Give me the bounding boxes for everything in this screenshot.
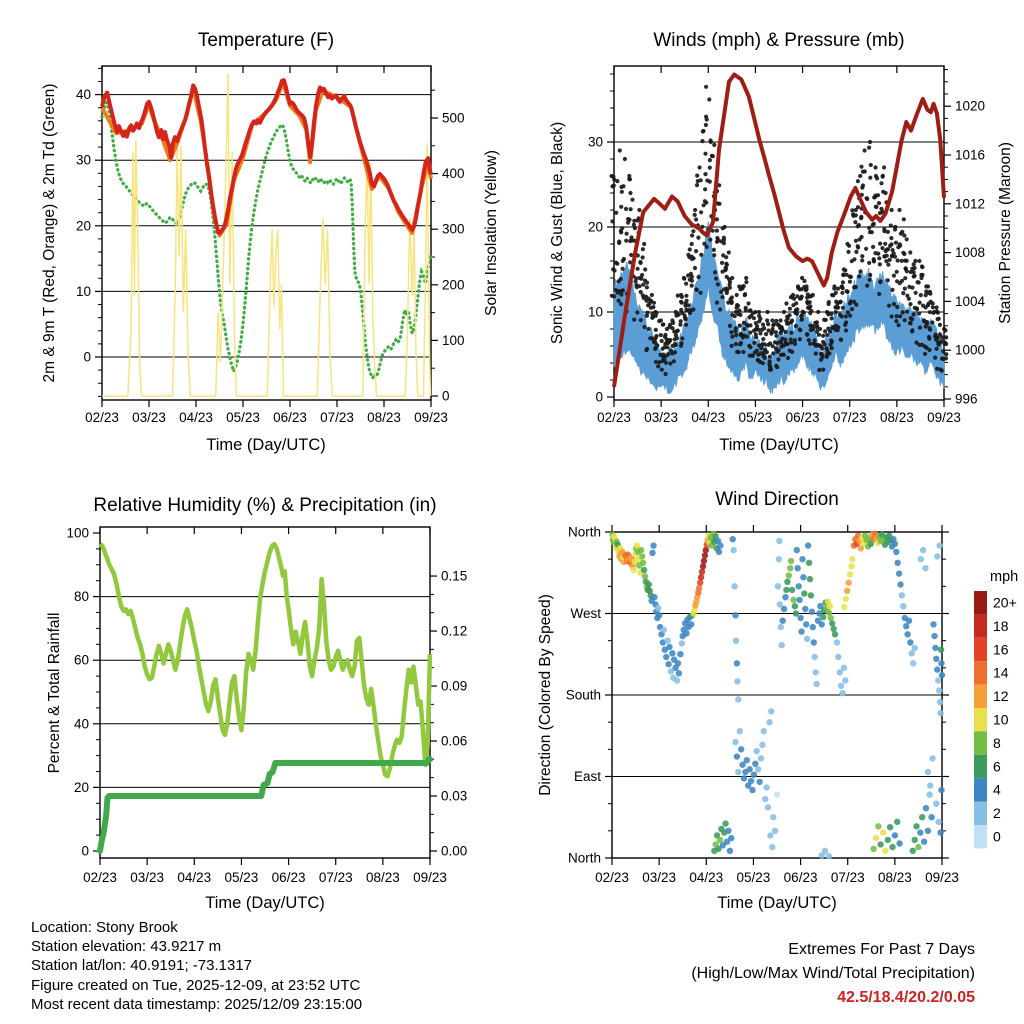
panel-temperature [76, 66, 465, 425]
tick-label: 20 [73, 779, 89, 795]
legend-swatch [974, 614, 987, 637]
tick-label: 07/23 [832, 410, 867, 425]
station-latlon: Station lat/lon: 40.9191; -73.1317 [31, 957, 253, 975]
tick-label: 09/23 [413, 870, 447, 885]
tick-label: 0 [83, 349, 91, 365]
tick-label: 2 [993, 805, 1001, 822]
tick-label: 100 [442, 332, 465, 348]
legend-title-mph: mph [990, 569, 1019, 585]
ylabel-wind-left: Sonic Wind & Gust (Blue, Black) [549, 121, 566, 345]
tick-label: 0 [595, 389, 603, 405]
speed-legend [974, 591, 1017, 848]
tick-label: 0.09 [441, 678, 468, 694]
tick-label: 1016 [955, 147, 986, 163]
tick-label: 02/23 [85, 410, 119, 425]
tick-label: 0.06 [441, 733, 468, 749]
tick-label: 06/23 [783, 870, 818, 885]
tick-label: 10 [587, 304, 603, 320]
tick-label: 10 [993, 711, 1009, 728]
tick-label: 30 [75, 152, 91, 168]
title-winds-pressure: Winds (mph) & Pressure (mb) [653, 30, 905, 51]
tick-label: 40 [75, 87, 91, 103]
tick-label: North [567, 850, 601, 866]
tick-label: 04/23 [691, 410, 726, 425]
tick-label: 300 [442, 221, 465, 237]
tick-label: 0.03 [441, 788, 468, 804]
data-timestamp: Most recent data timestamp: 2025/12/09 23:15:00 [31, 995, 363, 1013]
tick-label: 05/23 [224, 870, 259, 885]
legend-swatch [974, 755, 987, 778]
tick-label: 80 [73, 589, 89, 605]
tick-label: 08/23 [879, 410, 914, 425]
tick-label: 1008 [955, 245, 986, 261]
tick-label: 60 [73, 652, 89, 668]
tick-label: 500 [442, 110, 465, 126]
panel-rh-precip [66, 526, 467, 886]
tick-label: 6 [993, 758, 1001, 775]
extremes-heading: Extremes For Past 7 Days [788, 941, 975, 958]
extremes-subheading: (High/Low/Max Wind/Total Precipitation) [691, 965, 975, 982]
xlabel-rh: Time (Day/UTC) [205, 894, 325, 912]
tick-label: 200 [442, 277, 465, 293]
tick-label: North [567, 524, 601, 540]
tick-label: 20 [75, 218, 91, 234]
tick-label: 05/23 [736, 870, 771, 885]
tick-label: 1012 [955, 196, 986, 212]
tick-label: 0 [442, 388, 450, 404]
station-location: Location: Stony Brook [31, 919, 178, 936]
tick-label: 8 [993, 734, 1001, 751]
tick-label: 996 [955, 391, 978, 407]
xlabel-temperature: Time (Day/UTC) [206, 436, 326, 454]
tick-label: 0 [993, 828, 1001, 845]
tick-label: 12 [993, 688, 1009, 705]
legend-swatch [974, 685, 987, 708]
xlabel-direction: Time (Day/UTC) [717, 894, 837, 912]
tick-label: 30 [587, 134, 603, 150]
tick-label: 20 [587, 219, 603, 235]
tick-label: 04/23 [179, 410, 213, 425]
tick-label: 06/23 [785, 410, 820, 425]
tick-label: 04/23 [177, 870, 212, 885]
tick-label: 16 [993, 641, 1009, 658]
ylabel-insolation-right: Solar Insolation (Yellow) [483, 150, 500, 316]
tick-label: 03/23 [132, 410, 166, 425]
ylabel-pressure-right: Station Pressure (Maroon) [997, 142, 1014, 324]
tick-label: 05/23 [738, 410, 773, 425]
legend-swatch [974, 708, 987, 731]
station-elevation: Station elevation: 43.9217 m [31, 938, 222, 956]
tick-label: 1000 [955, 342, 986, 358]
legend-swatch [974, 591, 987, 614]
tick-label: 07/23 [830, 870, 865, 885]
tick-label: 40 [73, 716, 89, 732]
tick-label: 1004 [955, 293, 986, 309]
legend-swatch [974, 731, 987, 754]
tick-label: 08/23 [365, 870, 400, 885]
tick-label: East [573, 768, 601, 784]
tick-label: 14 [993, 664, 1009, 681]
extremes-values: 42.5/18.4/20.2/0.05 [837, 989, 975, 1006]
insolation-yellow-line [102, 74, 431, 397]
tick-label: 1020 [955, 98, 986, 114]
tick-label: 4 [993, 781, 1001, 798]
tick-label: 02/23 [83, 870, 117, 885]
xlabel-winds: Time (Day/UTC) [719, 436, 839, 454]
tick-label: 08/23 [877, 870, 912, 885]
tick-label: 100 [66, 525, 89, 541]
tick-label: 0.15 [441, 568, 468, 584]
tick-label: 0 [81, 843, 89, 859]
tick-label: 09/23 [927, 410, 961, 425]
tick-label: 03/23 [644, 410, 679, 425]
title-temperature: Temperature (F) [197, 30, 335, 51]
station-info [31, 918, 362, 1014]
ylabel-temp-left: 2m & 9m T (Red, Orange) & 2m Td (Green) [41, 83, 58, 383]
tick-label: 02/23 [595, 870, 629, 885]
tick-label: 03/23 [130, 870, 165, 885]
tick-label: West [570, 605, 601, 621]
tick-label: 08/23 [367, 410, 401, 425]
tick-label: 07/23 [318, 870, 353, 885]
legend-swatch [974, 802, 987, 825]
tick-label: 0.00 [441, 843, 468, 859]
tick-label: 04/23 [689, 870, 724, 885]
tick-label: 06/23 [273, 410, 307, 425]
panel-winds-pressure [588, 66, 986, 425]
rainfall-dark-green-line [100, 759, 430, 851]
title-wind-direction: Wind Direction [715, 489, 839, 510]
tick-label: 09/23 [925, 870, 959, 885]
tick-label: 02/23 [597, 410, 631, 425]
legend-swatch [974, 825, 987, 848]
tick-label: 400 [442, 166, 465, 182]
tick-label: 07/23 [320, 410, 354, 425]
tick-label: 09/23 [414, 410, 448, 425]
legend-swatch [974, 778, 987, 801]
ylabel-direction: Direction (Colored By Speed) [537, 594, 554, 796]
tick-label: 06/23 [271, 870, 306, 885]
tick-label: 18 [993, 617, 1009, 634]
figure-created: Figure created on Tue, 2025-12-09, at 23:52 UTC [31, 976, 361, 994]
tick-label: 20+ [993, 594, 1017, 611]
tick-label: South [565, 687, 601, 703]
legend-swatch [974, 661, 987, 684]
legend-swatch [974, 638, 987, 661]
tick-label: 0.12 [441, 623, 468, 639]
tick-label: 05/23 [226, 410, 260, 425]
title-rh-precip: Relative Humidity (%) & Precipitation (in) [93, 495, 437, 516]
tick-label: 03/23 [642, 870, 677, 885]
extremes-block [691, 938, 975, 1010]
dewpoint-green-line [102, 103, 431, 379]
tick-label: 10 [75, 283, 91, 299]
ylabel-percent-rainfall: Percent & Total Rainfall [46, 612, 63, 774]
panel-wind-direction [566, 524, 1017, 885]
